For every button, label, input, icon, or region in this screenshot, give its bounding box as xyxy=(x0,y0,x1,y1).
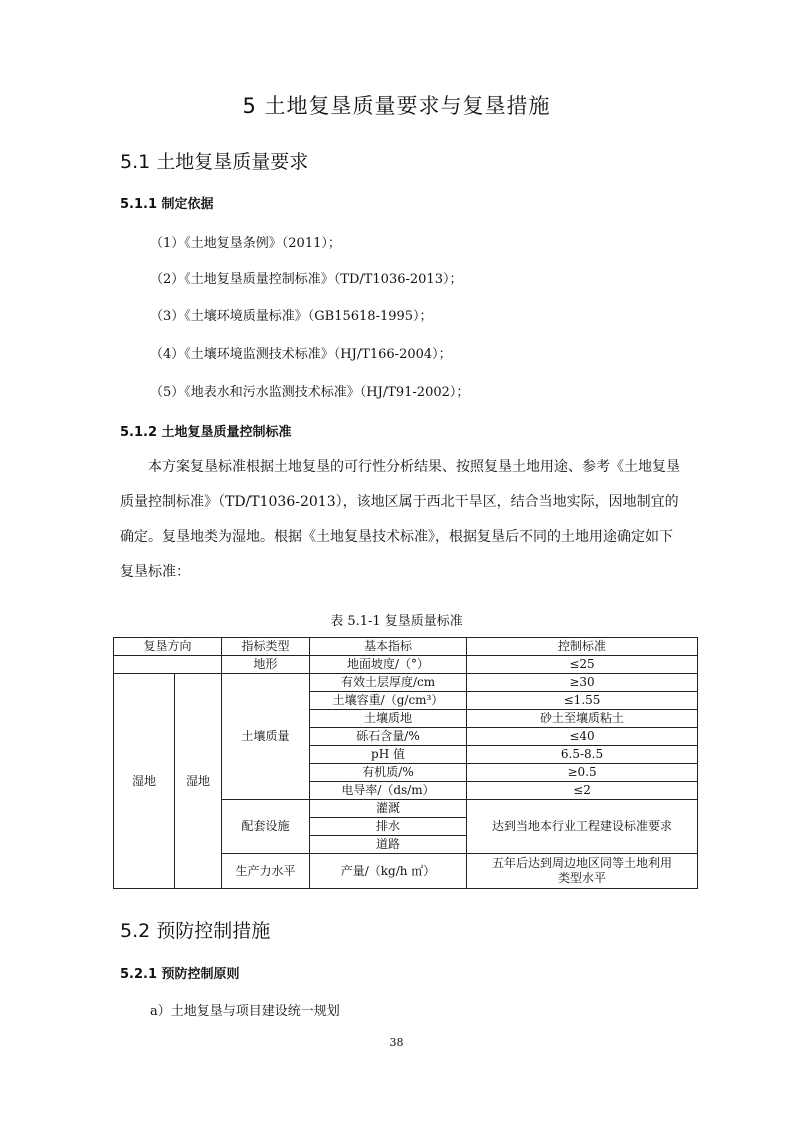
direction-cell-2: 湿地 xyxy=(175,674,222,889)
table-row xyxy=(114,656,698,674)
reference-item: （1）《土地复垦条例》（2011）； xyxy=(150,236,341,251)
reclamation-quality-table xyxy=(113,637,698,889)
indicator-cell: 有机质/% xyxy=(310,764,467,782)
type-productivity: 生产力水平 xyxy=(222,854,310,889)
indicator-cell: 产量/（kg/h ㎡） xyxy=(310,854,467,889)
standard-cell: 6.5-8.5 xyxy=(467,746,698,764)
indicator-cell: 砾石含量/% xyxy=(310,728,467,746)
subsection-5-1-1-title: 5.1.1 制定依据 xyxy=(120,197,214,212)
indicator-cell: 灌溉 xyxy=(310,800,467,818)
principle-item-a: a）土地复垦与项目建设统一规划 xyxy=(150,1004,340,1019)
section-5-1-title: 5.1 土地复垦质量要求 xyxy=(120,151,309,173)
standard-cell xyxy=(467,854,698,889)
standard-cell: ≤40 xyxy=(467,728,698,746)
chapter-title: 5 土地复垦质量要求与复垦措施 xyxy=(242,94,551,118)
standard-cell: ≥0.5 xyxy=(467,764,698,782)
indicator-cell: 道路 xyxy=(310,836,467,854)
standards-paragraph xyxy=(120,450,680,590)
page-number: 38 xyxy=(389,1036,404,1049)
standard-line: 五年后达到周边地区同等土地利用 xyxy=(492,856,673,870)
header-standard: 控制标准 xyxy=(467,638,698,656)
reference-item: （3）《土壤环境质量标准》（GB15618-1995）； xyxy=(150,309,433,324)
table-row xyxy=(114,674,698,692)
standard-cell: ≤1.55 xyxy=(467,692,698,710)
table-header-row xyxy=(114,638,698,656)
direction-cell-1: 湿地 xyxy=(114,674,175,889)
table-caption: 表 5.1-1 复垦质量标准 xyxy=(330,614,463,629)
standard-cell: ≤2 xyxy=(467,782,698,800)
indicator-cell: 土壤容重/（g/cm³） xyxy=(310,692,467,710)
reference-item: （2）《土地复垦质量控制标准》（TD/T1036-2013）； xyxy=(150,272,463,287)
indicator-cell: 地面坡度/（°） xyxy=(310,656,467,674)
reference-item: （4）《土壤环境监测技术标准》（HJ/T166-2004）； xyxy=(150,347,452,362)
section-5-2-title: 5.2 预防控制措施 xyxy=(120,920,271,942)
standard-cell: 砂土至壤质粘土 xyxy=(467,710,698,728)
header-indicator: 基本指标 xyxy=(310,638,467,656)
subsection-5-2-1-title: 5.2.1 预防控制原则 xyxy=(120,967,240,982)
header-type: 指标类型 xyxy=(222,638,310,656)
type-terrain: 地形 xyxy=(222,656,310,674)
reference-item: （5）《地表水和污水监测技术标准》（HJ/T91-2002）； xyxy=(150,385,470,400)
empty-cell xyxy=(114,656,222,674)
indicator-cell: 排水 xyxy=(310,818,467,836)
indicator-cell: 电导率/（ds/m） xyxy=(310,782,467,800)
type-facilities: 配套设施 xyxy=(222,800,310,854)
standards-paragraph-text: 本方案复垦标准根据土地复垦的可行性分析结果、按照复垦土地用途、参考《土地复垦质量控制标准》（TD/T1036-2013），该地区属于西北干旱区，结合当地实际，因地制宜的确定。复垦地类为湿地。根据《土地复垦技术标准》，根据复垦后不同的土地用途确定如下复垦标准： xyxy=(120,459,680,580)
header-direction: 复垦方向 xyxy=(114,638,222,656)
standard-cell: ≥30 xyxy=(467,674,698,692)
indicator-cell: pH 值 xyxy=(310,746,467,764)
indicator-cell: 土壤质地 xyxy=(310,710,467,728)
standard-cell: ≤25 xyxy=(467,656,698,674)
subsection-5-1-2-title: 5.1.2 土地复垦质量控制标准 xyxy=(120,425,292,440)
indicator-cell: 有效土层厚度/cm xyxy=(310,674,467,692)
type-soil-quality: 土壤质量 xyxy=(222,674,310,800)
standard-cell: 达到当地本行业工程建设标准要求 xyxy=(467,800,698,854)
standard-line: 类型水平 xyxy=(558,871,607,885)
